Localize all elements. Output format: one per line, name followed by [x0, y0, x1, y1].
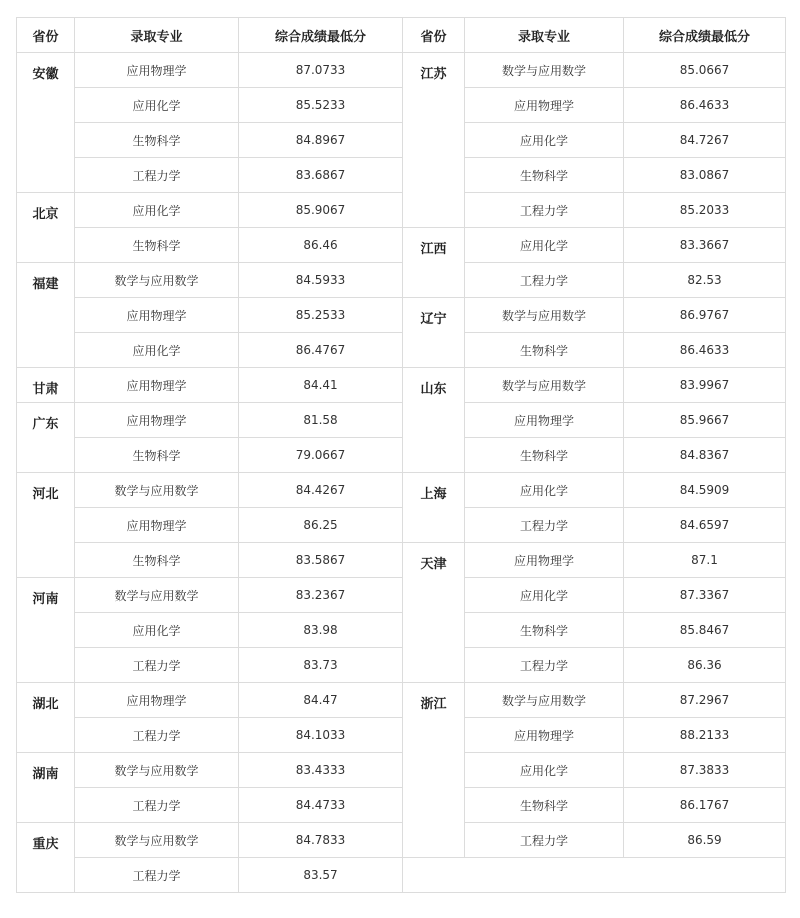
table-row [17, 403, 786, 438]
score-cell: 84.47 [239, 683, 403, 718]
score-cell: 85.9667 [624, 403, 786, 438]
province-jiangsu: 江苏 [403, 53, 465, 228]
score-cell: 87.0733 [239, 53, 403, 88]
score-cell: 86.4633 [624, 333, 786, 368]
score-cell: 84.7833 [239, 823, 403, 858]
major-cell: 数学与应用数学 [75, 753, 239, 788]
score-cell: 87.3367 [624, 578, 786, 613]
major-cell: 应用化学 [465, 228, 624, 263]
score-cell: 84.8967 [239, 123, 403, 158]
major-cell: 应用物理学 [75, 403, 239, 438]
major-cell: 应用物理学 [465, 403, 624, 438]
province-fujian: 福建 [17, 263, 75, 368]
table-row [17, 613, 786, 648]
table-row [17, 333, 786, 368]
score-cell: 87.3833 [624, 753, 786, 788]
table-row [17, 158, 786, 193]
major-cell: 应用化学 [465, 473, 624, 508]
province-gansu: 甘肃 [17, 368, 75, 403]
table-row [17, 858, 786, 893]
table-row [17, 788, 786, 823]
table-row [17, 368, 786, 403]
score-cell: 84.8367 [624, 438, 786, 473]
province-shandong: 山东 [403, 368, 465, 473]
major-cell: 工程力学 [75, 858, 239, 893]
header-province-right: 省份 [403, 18, 465, 53]
major-cell: 生物科学 [465, 613, 624, 648]
major-cell: 工程力学 [75, 788, 239, 823]
table-row [17, 753, 786, 788]
score-cell: 83.0867 [624, 158, 786, 193]
major-cell: 工程力学 [465, 263, 624, 298]
score-cell: 82.53 [624, 263, 786, 298]
score-cell: 86.1767 [624, 788, 786, 823]
score-cell: 85.9067 [239, 193, 403, 228]
header-province-left: 省份 [17, 18, 75, 53]
score-cell: 83.6867 [239, 158, 403, 193]
table-row [17, 648, 786, 683]
major-cell: 应用物理学 [75, 683, 239, 718]
table-row [17, 543, 786, 578]
score-cell: 83.2367 [239, 578, 403, 613]
score-cell: 84.41 [239, 368, 403, 403]
major-cell: 数学与应用数学 [465, 683, 624, 718]
table-row [17, 473, 786, 508]
score-cell: 85.2033 [624, 193, 786, 228]
score-cell: 83.9967 [624, 368, 786, 403]
score-cell: 87.2967 [624, 683, 786, 718]
score-cell: 87.1 [624, 543, 786, 578]
major-cell: 应用化学 [75, 193, 239, 228]
table-row [17, 683, 786, 718]
major-cell: 生物科学 [75, 228, 239, 263]
score-cell: 83.5867 [239, 543, 403, 578]
admission-score-table [16, 17, 786, 893]
score-cell: 83.98 [239, 613, 403, 648]
province-shanghai: 上海 [403, 473, 465, 543]
province-hubei: 湖北 [17, 683, 75, 753]
score-cell: 86.4767 [239, 333, 403, 368]
score-cell: 84.5933 [239, 263, 403, 298]
major-cell: 生物科学 [465, 438, 624, 473]
score-cell: 84.5909 [624, 473, 786, 508]
score-cell: 84.7267 [624, 123, 786, 158]
score-cell: 84.4267 [239, 473, 403, 508]
major-cell: 应用物理学 [465, 88, 624, 123]
province-hunan: 湖南 [17, 753, 75, 823]
table-row [17, 823, 786, 858]
major-cell: 数学与应用数学 [465, 368, 624, 403]
score-cell: 86.36 [624, 648, 786, 683]
province-liaoning: 辽宁 [403, 298, 465, 368]
major-cell: 工程力学 [465, 193, 624, 228]
score-cell: 86.25 [239, 508, 403, 543]
table-row [17, 578, 786, 613]
major-cell: 生物科学 [75, 438, 239, 473]
table-row [17, 193, 786, 228]
score-cell: 83.4333 [239, 753, 403, 788]
major-cell: 应用物理学 [75, 508, 239, 543]
score-cell: 85.2533 [239, 298, 403, 333]
header-row [17, 18, 786, 53]
major-cell: 应用物理学 [465, 718, 624, 753]
score-cell: 81.58 [239, 403, 403, 438]
major-cell: 数学与应用数学 [465, 298, 624, 333]
major-cell: 工程力学 [465, 823, 624, 858]
major-cell: 数学与应用数学 [465, 53, 624, 88]
score-cell: 85.0667 [624, 53, 786, 88]
province-chongqing: 重庆 [17, 823, 75, 893]
major-cell: 应用化学 [75, 333, 239, 368]
score-cell: 86.46 [239, 228, 403, 263]
major-cell: 应用化学 [465, 578, 624, 613]
major-cell: 数学与应用数学 [75, 263, 239, 298]
major-cell: 应用化学 [75, 613, 239, 648]
major-cell: 应用化学 [75, 88, 239, 123]
score-cell: 84.4733 [239, 788, 403, 823]
empty-cell [403, 858, 786, 893]
major-cell: 应用物理学 [75, 298, 239, 333]
major-cell: 应用物理学 [465, 543, 624, 578]
score-cell: 84.1033 [239, 718, 403, 753]
table-row [17, 228, 786, 263]
score-cell: 86.4633 [624, 88, 786, 123]
table-row [17, 508, 786, 543]
major-cell: 数学与应用数学 [75, 823, 239, 858]
header-major-left: 录取专业 [75, 18, 239, 53]
table-row [17, 718, 786, 753]
province-tianjin: 天津 [403, 543, 465, 683]
province-anhui: 安徽 [17, 53, 75, 193]
major-cell: 生物科学 [465, 333, 624, 368]
major-cell: 工程力学 [75, 648, 239, 683]
table-row [17, 123, 786, 158]
score-cell: 85.5233 [239, 88, 403, 123]
major-cell: 应用物理学 [75, 53, 239, 88]
header-score-right: 综合成绩最低分 [624, 18, 786, 53]
major-cell: 工程力学 [75, 718, 239, 753]
province-henan: 河南 [17, 578, 75, 683]
header-major-right: 录取专业 [465, 18, 624, 53]
score-cell: 83.57 [239, 858, 403, 893]
major-cell: 数学与应用数学 [75, 578, 239, 613]
major-cell: 应用物理学 [75, 368, 239, 403]
score-cell: 85.8467 [624, 613, 786, 648]
province-guangdong: 广东 [17, 403, 75, 473]
major-cell: 工程力学 [465, 648, 624, 683]
province-hebei: 河北 [17, 473, 75, 578]
score-cell: 84.6597 [624, 508, 786, 543]
province-zhejiang: 浙江 [403, 683, 465, 858]
table-row [17, 263, 786, 298]
major-cell: 工程力学 [465, 508, 624, 543]
score-cell: 79.0667 [239, 438, 403, 473]
score-cell: 86.9767 [624, 298, 786, 333]
table-row [17, 88, 786, 123]
score-cell: 83.3667 [624, 228, 786, 263]
major-cell: 生物科学 [465, 788, 624, 823]
major-cell: 生物科学 [465, 158, 624, 193]
major-cell: 数学与应用数学 [75, 473, 239, 508]
province-beijing: 北京 [17, 193, 75, 263]
province-jiangxi: 江西 [403, 228, 465, 298]
score-cell: 88.2133 [624, 718, 786, 753]
header-score-left: 综合成绩最低分 [239, 18, 403, 53]
table-row [17, 298, 786, 333]
major-cell: 应用化学 [465, 123, 624, 158]
major-cell: 生物科学 [75, 123, 239, 158]
table-row [17, 438, 786, 473]
major-cell: 生物科学 [75, 543, 239, 578]
score-cell: 86.59 [624, 823, 786, 858]
major-cell: 工程力学 [75, 158, 239, 193]
major-cell: 应用化学 [465, 753, 624, 788]
table-row [17, 53, 786, 88]
score-cell: 83.73 [239, 648, 403, 683]
